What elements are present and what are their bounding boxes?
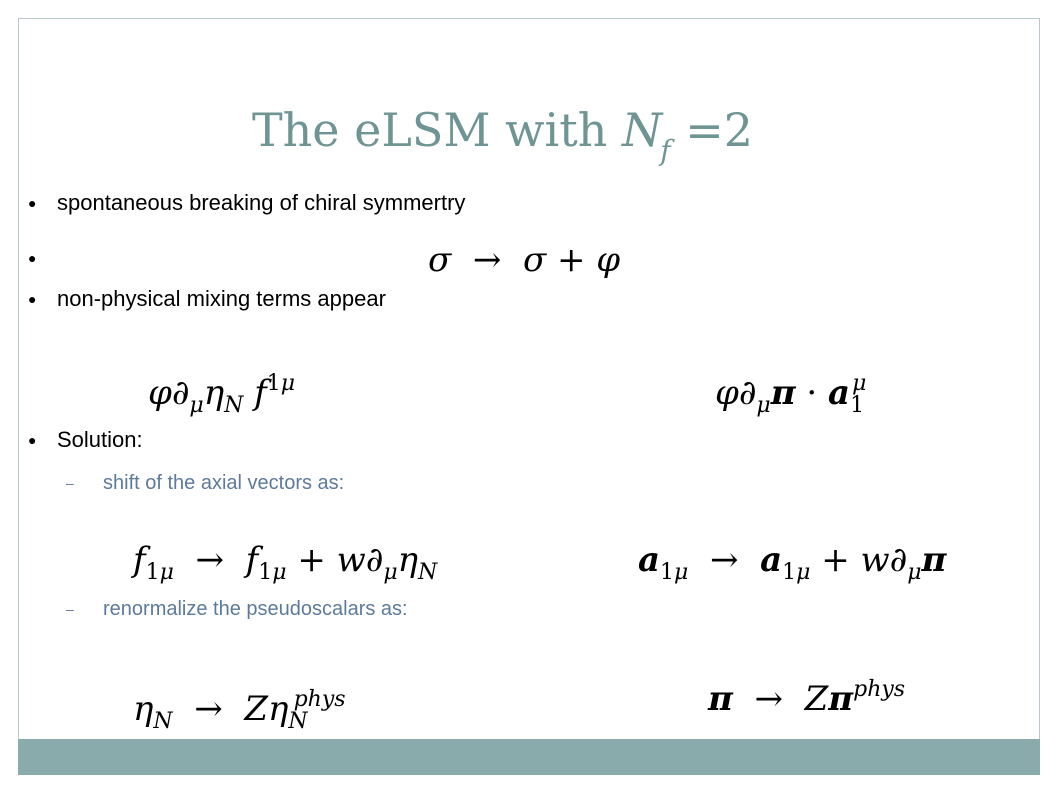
- equation-sigma-shift: σ → σ + φ: [428, 240, 621, 280]
- bullet-dot: ●: [28, 250, 37, 266]
- equation-f1-shift: $f_{1\mu} \to f_{1\mu} + w\partial_\mu\eta_N$: [133, 540, 438, 585]
- equation-mixing-pi: $\varphi\partial_\mu\pi \cdot a_1^\mu$: [715, 371, 867, 418]
- equation-mixing-eta: $\varphi\partial_\mu\eta_N$ $f^{1\mu}$: [148, 371, 296, 418]
- bullet-dot: ●: [28, 432, 37, 448]
- equation-eta-renorm: $\eta_N \to Z\eta_N^{phys}$: [133, 687, 346, 734]
- bullet-dot: ●: [28, 195, 37, 211]
- title-suffix: =2: [670, 103, 754, 157]
- equation-a1-shift: $a_{1\mu} \to a_{1\mu} + w\partial_\mu\pi$: [638, 540, 947, 585]
- subbullet-renormalize: renormalize the pseudoscalars as:: [103, 598, 408, 620]
- equation-pi-renorm: $\pi \to Z\pi^{phys}$: [708, 677, 906, 719]
- bullet-dot: ●: [28, 291, 37, 307]
- slide-title: [252, 100, 753, 170]
- subbullet-shift-axial: shift of the axial vectors as:: [103, 472, 345, 494]
- subbullet-dash: –: [66, 475, 74, 491]
- title-prefix: The eLSM with: [252, 103, 622, 157]
- bullet-mixing-terms: non-physical mixing terms appear: [57, 286, 386, 311]
- bullet-spontaneous-breaking: spontaneous breaking of chiral symmertry: [57, 190, 466, 215]
- footer-bar: [18, 739, 1040, 775]
- bullet-solution: Solution:: [57, 427, 143, 452]
- subbullet-dash: –: [66, 601, 74, 617]
- title-subscript: f: [660, 134, 671, 167]
- title-variable: N: [621, 103, 663, 157]
